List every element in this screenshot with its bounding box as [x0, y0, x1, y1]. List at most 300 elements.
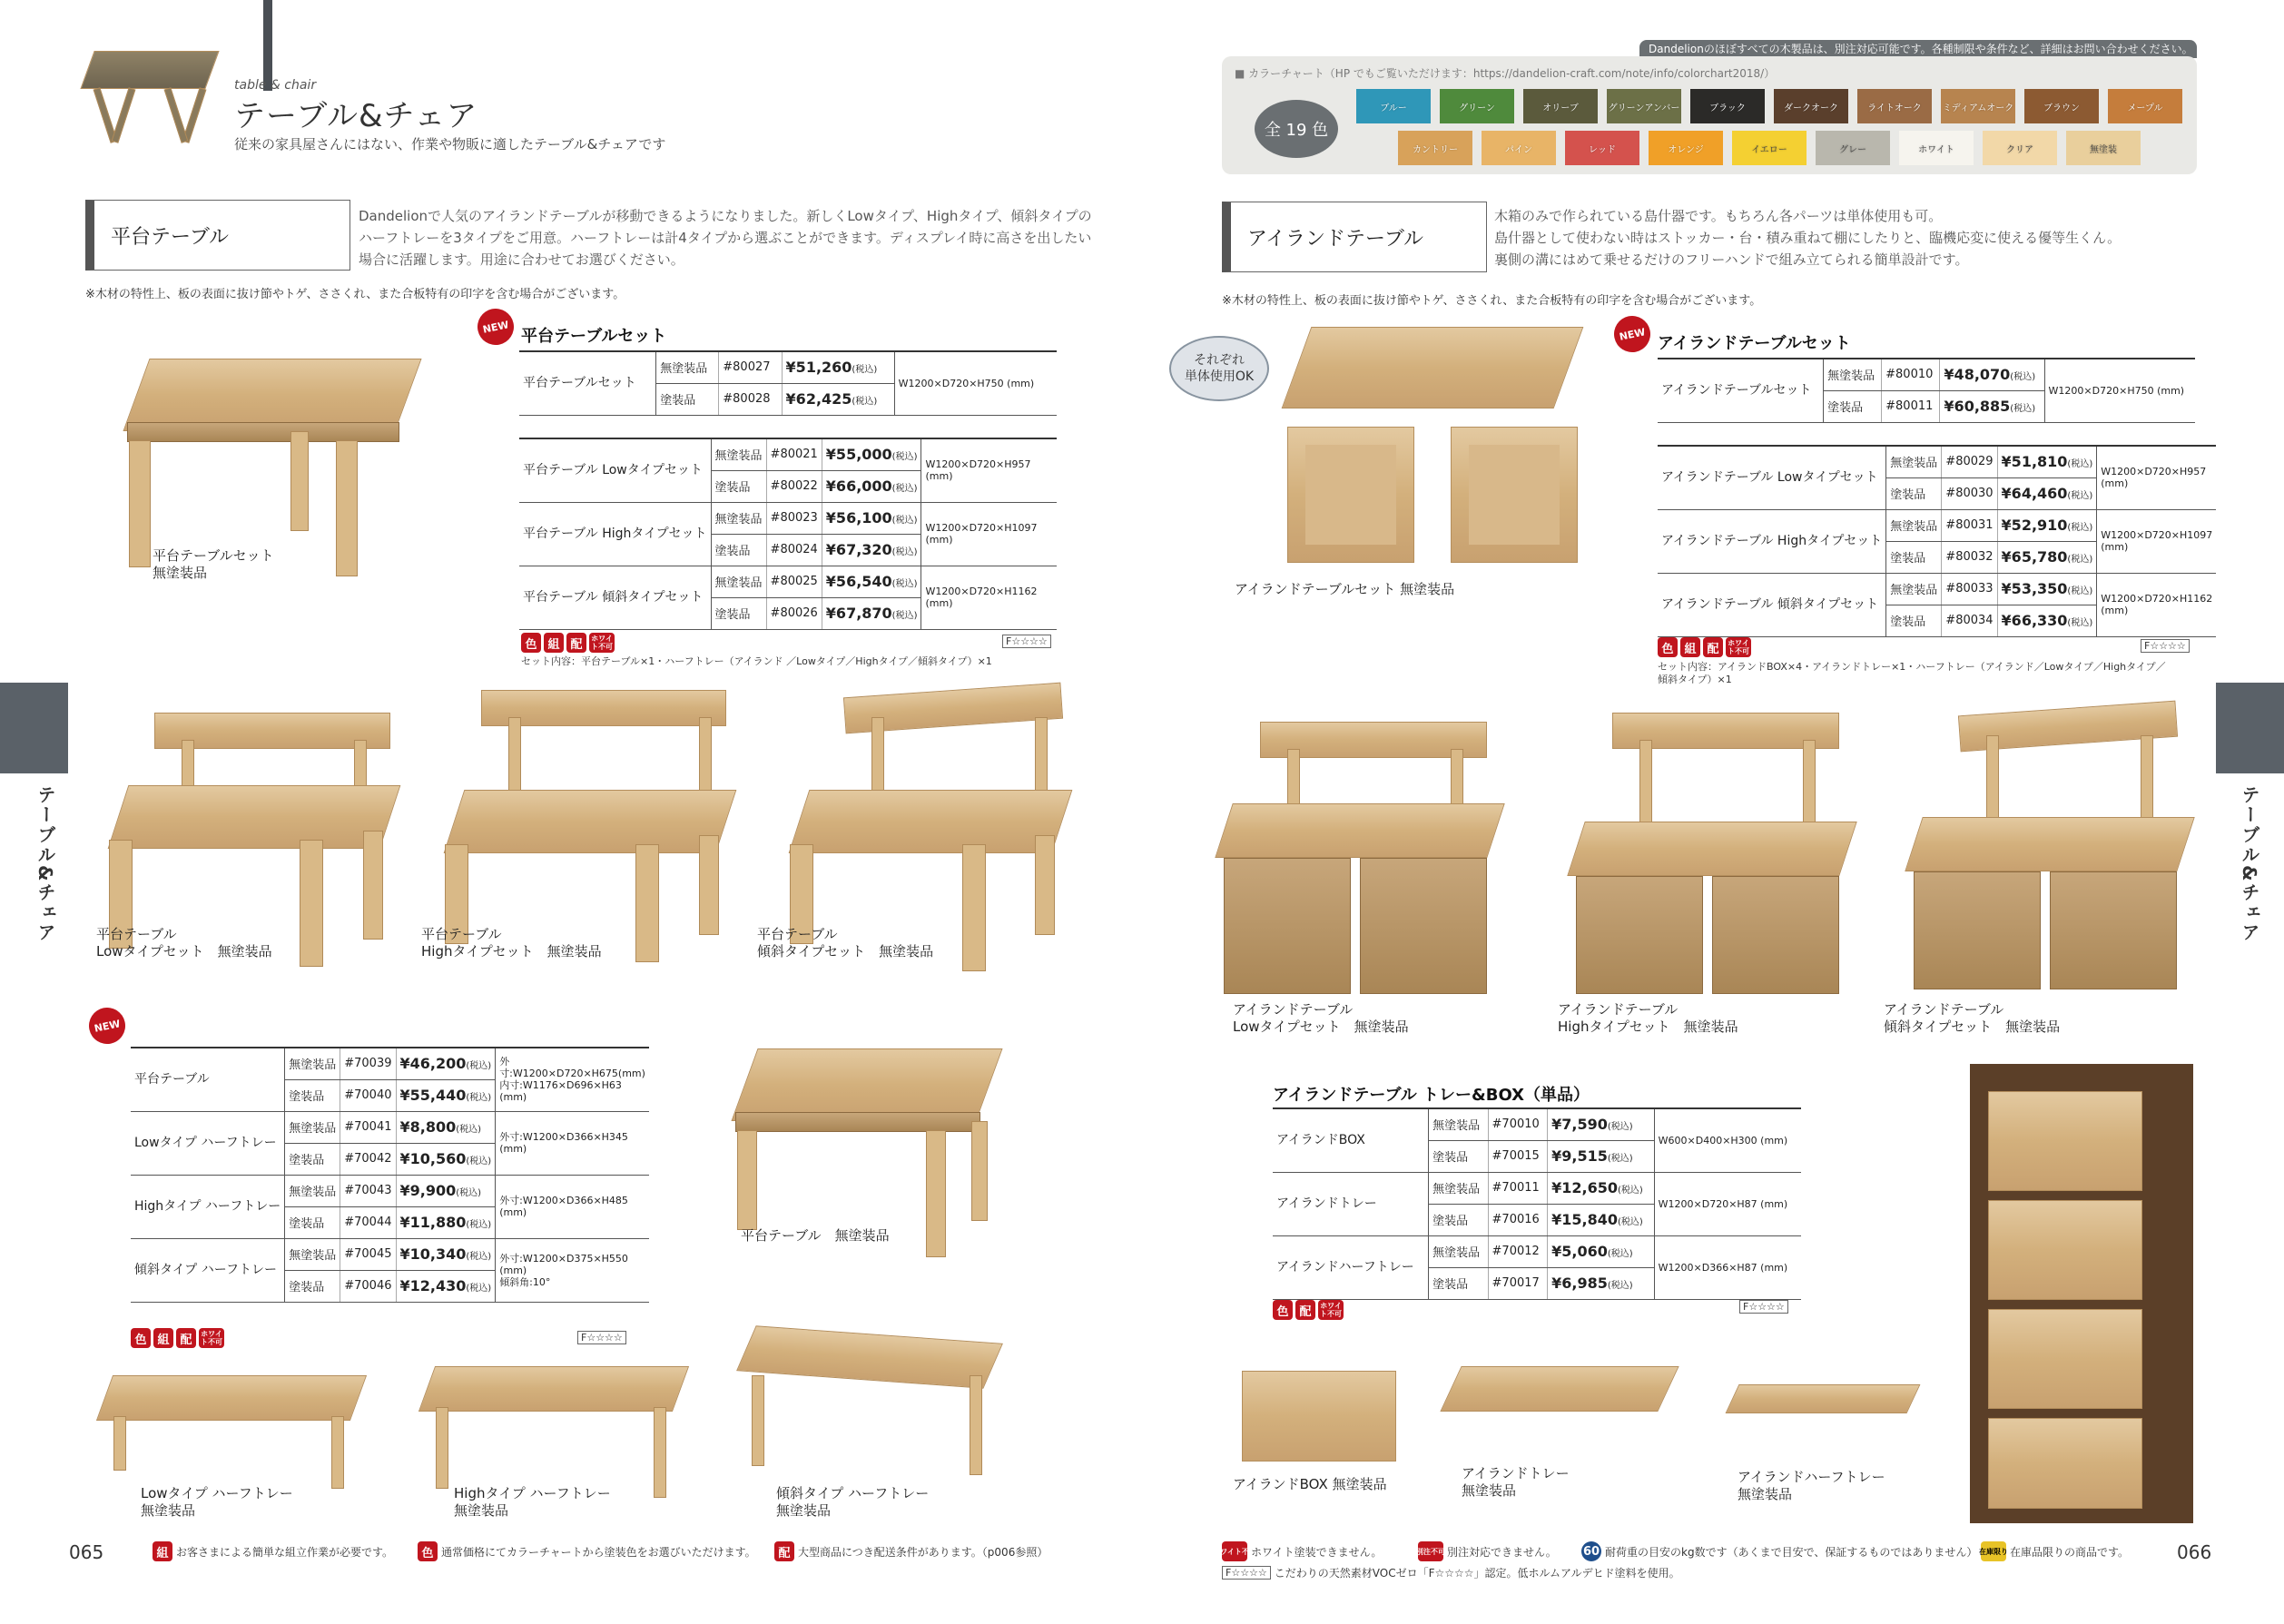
- product-price: ¥56,100: [825, 509, 892, 527]
- product-code: #70012: [1488, 1235, 1548, 1267]
- color-swatch: イエロー: [1732, 131, 1807, 165]
- caption-box: アイランドBOX 無塗装品: [1233, 1476, 1387, 1492]
- footnote-text: 別注対応できません。: [1447, 1545, 1557, 1559]
- wood-note: ※木材の特性上、板の表面に抜け節やトゲ、ささくれ、また合板特有の印字を含む場合がございます。: [85, 288, 625, 301]
- product-code: #70017: [1488, 1267, 1548, 1299]
- product-price-cell: [396, 1206, 496, 1238]
- page-number: 066: [2177, 1541, 2212, 1563]
- product-name: 平台テーブル Highタイプセット: [519, 502, 711, 566]
- product-code: #80011: [1882, 390, 1940, 422]
- tray-tilt-photo: [733, 1325, 1006, 1489]
- single-title: アイランドテーブル トレー&BOX（単品）: [1273, 1086, 1590, 1105]
- product-name: Highタイプ ハーフトレー: [131, 1175, 285, 1238]
- product-code: #80034: [1942, 605, 1997, 636]
- tax-label: (税込): [1618, 1186, 1643, 1196]
- product-type: 塗装品: [285, 1079, 340, 1111]
- product-size: W1200×D720×H1097 (mm): [921, 502, 1057, 566]
- tax-label: (税込): [466, 1061, 492, 1072]
- product-size: 外寸:W1200×D375×H550 (mm) 傾斜角:10°: [496, 1238, 649, 1302]
- tax-label: (税込): [852, 397, 878, 407]
- product-price: ¥6,985: [1551, 1275, 1608, 1292]
- tax-label: (税込): [2067, 459, 2093, 470]
- delivery-icon: 配: [566, 633, 586, 653]
- set-title: 平台テーブルセット: [521, 327, 667, 346]
- product-price-cell: [1548, 1235, 1655, 1267]
- color-chart-label: ■ カラーチャート（HP でもご覧いただけます：https://dandelion-craft.com/note/info/colorchart2018/）: [1235, 67, 1776, 80]
- product-price: ¥5,060: [1551, 1243, 1608, 1260]
- product-type: 塗装品: [285, 1206, 340, 1238]
- color-swatch: クリア: [1983, 131, 2057, 165]
- product-name: アイランドテーブルセット: [1658, 359, 1824, 422]
- island-high-photo: [1567, 713, 1866, 1012]
- product-type: 無塗装品: [285, 1175, 340, 1206]
- product-price-cell: [1548, 1108, 1655, 1140]
- hero-table-photo: [84, 44, 218, 153]
- product-code: #70010: [1488, 1108, 1548, 1140]
- product-type: 塗装品: [1429, 1204, 1488, 1235]
- section-title-text: アイランドテーブル: [1247, 227, 1424, 251]
- price-row: [519, 438, 1057, 470]
- footnote-color: [418, 1541, 756, 1561]
- product-size: W1200×D720×H1162 (mm): [2097, 573, 2217, 636]
- footnote-text: 耐荷重の目安のkg数です（あくまで目安で、保証するものではありません）: [1605, 1545, 1978, 1559]
- product-price-cell: [1548, 1204, 1655, 1235]
- product-size: W1200×D720×H750 (mm): [2044, 359, 2195, 422]
- product-type: 塗装品: [1886, 605, 1942, 636]
- caption-set: アイランドテーブルセット 無塗装品: [1235, 581, 1455, 597]
- caption-high: 平台テーブル Highタイプセット 無塗装品: [421, 926, 602, 960]
- caption-table: 平台テーブル 無塗装品: [741, 1227, 890, 1244]
- footnote-stock: [1981, 1541, 2129, 1561]
- color-swatch: オリーブ: [1523, 89, 1598, 123]
- product-code: #70042: [340, 1143, 396, 1175]
- price-row: [131, 1048, 649, 1079]
- product-name: アイランドテーブル Lowタイプセット: [1658, 446, 1886, 509]
- product-price-cell: [396, 1143, 496, 1175]
- price-row: [131, 1111, 649, 1143]
- half-tray-photo: [1714, 1366, 1932, 1439]
- tax-label: (税込): [2067, 618, 2093, 628]
- section-description: 木箱のみで作られている島什器です。もちろん各パーツは単体使用も可。 島什器として使わない時はストッカー・台・積み重ねて棚にしたりと、臨機応変に使える優等生くん。 裏側の溝にはめて乗せるだけのフリーハンドで組み立てられる簡単設計です。: [1494, 208, 2122, 268]
- fstar-badge-2: F☆☆☆☆: [577, 1331, 626, 1344]
- white-ng-icon: ホワイト不可: [1320, 1302, 1342, 1318]
- product-code: #80023: [766, 502, 822, 534]
- product-type: 無塗装品: [656, 351, 719, 383]
- product-code: #70045: [340, 1238, 396, 1270]
- product-price: ¥11,880: [399, 1214, 467, 1231]
- footnote-fstar: [1222, 1565, 1680, 1580]
- color-swatch: ダークオーク: [1774, 89, 1848, 123]
- color-icon: 色: [521, 633, 541, 653]
- delivery-icon: 配: [176, 1328, 196, 1348]
- product-type: 無塗装品: [1824, 359, 1882, 390]
- white-ng-icon: ホワイト不可: [591, 635, 613, 651]
- color-swatch: 無塗装: [2066, 131, 2141, 165]
- section-description: Dandelionで人気のアイランドテーブルが移動できるようになりました。新しくLowタイプ、Highタイプ、傾斜タイプのハーフトレーを3タイプをご用意。ハーフトレーは計4タイプから選ぶことができます。ディスプレイ時に高さを出したい場合に活躍します。用途に合わせてお選びください。: [359, 208, 1092, 268]
- color-swatch: ミディアムオーク: [1941, 89, 2015, 123]
- product-name: アイランドハーフトレー: [1273, 1235, 1429, 1299]
- product-type: 無塗装品: [711, 502, 766, 534]
- product-price-cell: [396, 1048, 496, 1079]
- tray-photo: [1432, 1348, 1687, 1439]
- product-code: #70015: [1488, 1140, 1548, 1172]
- product-type: 無塗装品: [1429, 1172, 1488, 1204]
- section-title: [1222, 202, 1487, 272]
- tax-label: (税込): [1607, 1122, 1633, 1133]
- product-price: ¥7,590: [1551, 1116, 1608, 1134]
- tax-label: (税込): [466, 1156, 492, 1166]
- tax-label: (税込): [2010, 372, 2036, 383]
- tax-label: (税込): [852, 365, 878, 376]
- product-size: W1200×D720×H1162 (mm): [921, 566, 1057, 629]
- side-tab: [0, 683, 68, 773]
- product-price: ¥15,840: [1551, 1211, 1619, 1228]
- set-photo: [1278, 327, 1587, 581]
- new-badge: NEW: [1610, 312, 1653, 355]
- tax-label: (税込): [1607, 1154, 1633, 1164]
- tax-label: (税込): [891, 484, 918, 494]
- product-size: 外寸:W1200×D366×H345 (mm): [496, 1111, 649, 1175]
- tax-label: (税込): [1607, 1281, 1633, 1291]
- single-price-table: [1273, 1107, 1801, 1300]
- product-price-cell: [1997, 477, 2097, 509]
- product-code: #70011: [1488, 1172, 1548, 1204]
- product-price: ¥66,000: [825, 477, 892, 495]
- fstar-badge-2: F☆☆☆☆: [1739, 1300, 1788, 1314]
- product-price: ¥66,330: [2001, 612, 2068, 629]
- custom-ng-icon: 別注不可: [1418, 1541, 1443, 1561]
- section-title: [85, 200, 350, 271]
- product-type: 塗装品: [711, 534, 766, 566]
- footnote-text: 在庫品限りの商品です。: [2010, 1545, 2130, 1559]
- product-type: 塗装品: [1886, 541, 1942, 573]
- product-name: Lowタイプ ハーフトレー: [131, 1111, 285, 1175]
- top-notice-text: Dandelionのほぼすべての木製品は、別注対応可能です。各種制限や条件など、詳細はお問い合わせください。: [1649, 43, 2193, 55]
- tax-label: (税込): [2067, 491, 2093, 501]
- tax-label: (税込): [891, 547, 918, 557]
- product-type: 塗装品: [711, 470, 766, 502]
- product-price-cell: [396, 1238, 496, 1270]
- product-price-cell: [782, 383, 894, 415]
- section-title-text: 平台テーブル: [111, 225, 230, 249]
- tax-label: (税込): [891, 516, 918, 526]
- footnote-text: ホワイト塗装できません。: [1251, 1545, 1383, 1559]
- page-number: 065: [69, 1541, 104, 1563]
- footnote-delivery: [774, 1541, 1048, 1561]
- product-price: ¥52,910: [2001, 517, 2068, 534]
- product-name: 平台テーブル Lowタイプセット: [519, 438, 711, 502]
- tax-label: (税込): [466, 1284, 492, 1294]
- price-row: [131, 1175, 649, 1206]
- assembly-icon: 組: [544, 633, 564, 653]
- product-type: 無塗装品: [285, 1238, 340, 1270]
- product-code: #80031: [1942, 509, 1997, 541]
- product-price: ¥8,800: [399, 1118, 457, 1136]
- product-price: ¥67,320: [825, 541, 892, 558]
- caption-tilt: アイランドテーブル 傾斜タイプセット 無塗装品: [1884, 1001, 2061, 1035]
- product-price-cell: [822, 470, 921, 502]
- product-code: #80021: [766, 438, 822, 470]
- footnote-text: こだわりの天然素材VOCゼロ「F☆☆☆☆」認定。低ホルムアルデヒド塗料を使用。: [1274, 1567, 1680, 1580]
- delivery-icon: 配: [1295, 1300, 1315, 1320]
- product-price: ¥55,440: [399, 1087, 467, 1104]
- product-type: 無塗装品: [1886, 573, 1942, 605]
- price-row: [519, 502, 1057, 534]
- caption-low: アイランドテーブル Lowタイプセット 無塗装品: [1233, 1001, 1409, 1035]
- product-price: ¥56,540: [825, 573, 892, 590]
- color-icon: 色: [418, 1541, 438, 1561]
- product-code: #80027: [719, 351, 782, 383]
- product-code: #80024: [766, 534, 822, 566]
- set-icons: [1658, 637, 1751, 657]
- product-type: 無塗装品: [1886, 509, 1942, 541]
- hero-description: 従来の家具屋さんにはない、作業や物販に適したテーブル&チェアです: [234, 136, 666, 153]
- island-low-photo: [1215, 713, 1514, 1012]
- price-row: [1658, 446, 2216, 477]
- color-icon: 色: [131, 1328, 151, 1348]
- product-type: 無塗装品: [1429, 1108, 1488, 1140]
- single-icons: [131, 1328, 224, 1348]
- color-swatch: ブラック: [1690, 89, 1765, 123]
- footnote-white: [1213, 1541, 1383, 1561]
- product-name: 平台テーブルセット: [519, 351, 656, 415]
- hero-subtitle: table & chair: [234, 78, 317, 93]
- price-row: [1658, 359, 2195, 390]
- product-price-cell: [782, 351, 894, 383]
- product-type: 塗装品: [1886, 477, 1942, 509]
- assembly-icon: 組: [153, 1328, 173, 1348]
- product-size: W600×D400×H300 (mm): [1654, 1108, 1801, 1172]
- tax-label: (税込): [2010, 404, 2036, 414]
- product-code: #70044: [340, 1206, 396, 1238]
- product-name: アイランドBOX: [1273, 1108, 1429, 1172]
- product-price: ¥12,650: [1551, 1179, 1619, 1196]
- product-type: 塗装品: [1824, 390, 1882, 422]
- product-code: #80025: [766, 566, 822, 597]
- price-row: [519, 351, 1057, 383]
- product-price: ¥62,425: [785, 390, 852, 408]
- color-swatch: パイン: [1482, 131, 1556, 165]
- product-size: 外寸:W1200×D720×H675(mm) 内寸:W1176×D696×H63 (mm): [496, 1048, 649, 1111]
- color-swatch: メープル: [2108, 89, 2182, 123]
- price-row: [1658, 573, 2216, 605]
- product-code: #70039: [340, 1048, 396, 1079]
- product-code: #80028: [719, 383, 782, 415]
- delivery-icon: 配: [1703, 637, 1723, 657]
- product-price-cell: [822, 438, 921, 470]
- product-type: 塗装品: [285, 1270, 340, 1302]
- color-swatch: レッド: [1565, 131, 1639, 165]
- product-name: アイランドトレー: [1273, 1172, 1429, 1235]
- color-swatch: グリーン: [1440, 89, 1514, 123]
- tray-low-photo: [95, 1366, 368, 1502]
- caption-tray-tilt: 傾斜タイプ ハーフトレー 無塗装品: [776, 1485, 930, 1519]
- product-price-cell: [822, 597, 921, 629]
- product-price-cell: [1940, 390, 2044, 422]
- set-price-table-2: [1658, 445, 2216, 637]
- product-price-cell: [396, 1079, 496, 1111]
- single-price-table: [131, 1047, 649, 1303]
- product-code: #80032: [1942, 541, 1997, 573]
- footnote-custom: [1418, 1541, 1557, 1561]
- product-price: ¥10,560: [399, 1150, 467, 1167]
- color-count-badge: [1255, 100, 1338, 158]
- product-price-cell: [396, 1111, 496, 1143]
- product-price-cell: [1997, 541, 2097, 573]
- tax-label: (税込): [456, 1125, 482, 1135]
- white-ng-icon: ホワイト不可: [1728, 639, 1749, 655]
- product-price: ¥51,260: [785, 359, 852, 377]
- single-icons: [1273, 1300, 1344, 1320]
- product-price-cell: [1548, 1172, 1655, 1204]
- hero-title: テーブル&チェア: [234, 98, 478, 134]
- tax-label: (税込): [2067, 523, 2093, 533]
- product-code: #70043: [340, 1175, 396, 1206]
- product-price-cell: [822, 502, 921, 534]
- product-price: ¥10,340: [399, 1245, 467, 1263]
- product-price: ¥60,885: [1944, 398, 2011, 415]
- product-size: W1200×D720×H1097 (mm): [2097, 509, 2217, 573]
- product-code: #70046: [340, 1270, 396, 1302]
- product-type: 塗装品: [285, 1143, 340, 1175]
- tax-label: (税込): [466, 1220, 492, 1230]
- tax-label: (税込): [456, 1188, 482, 1198]
- tax-label: (税込): [466, 1093, 492, 1103]
- set-price-table: [519, 350, 1057, 416]
- top-accent-bar: [263, 0, 272, 91]
- fstar-badge: F☆☆☆☆: [2141, 639, 2190, 653]
- white-ng-icon: ホワイト不可: [1222, 1541, 1247, 1561]
- wood-note: ※木材の特性上、板の表面に抜け節やトゲ、ささくれ、また合板特有の印字を含む場合がございます。: [1222, 294, 1762, 308]
- tax-label: (税込): [2067, 555, 2093, 565]
- product-code: #80026: [766, 597, 822, 629]
- color-count-text: 全 19 色: [1264, 121, 1329, 140]
- footnote-text: お客さまによる簡単な組立作業が必要です。: [176, 1545, 394, 1559]
- tax-label: (税込): [891, 452, 918, 463]
- price-row: [1658, 509, 2216, 541]
- product-type: 無塗装品: [285, 1048, 340, 1079]
- product-size: W1200×D720×H87 (mm): [1654, 1172, 1801, 1235]
- caption-half: アイランドハーフトレー 無塗装品: [1738, 1469, 1885, 1502]
- product-price-cell: [1997, 573, 2097, 605]
- product-code: #80022: [766, 470, 822, 502]
- tax-label: (税込): [466, 1252, 492, 1262]
- product-name: 傾斜タイプ ハーフトレー: [131, 1238, 285, 1302]
- color-swatch: グレー: [1816, 131, 1890, 165]
- product-price: ¥67,870: [825, 605, 892, 622]
- tax-label: (税込): [1607, 1249, 1633, 1259]
- product-price: ¥12,430: [399, 1277, 467, 1294]
- product-code: #70041: [340, 1111, 396, 1143]
- product-price-cell: [822, 534, 921, 566]
- caption-tray: アイランドトレー 無塗装品: [1462, 1465, 1570, 1499]
- box-photo: [1233, 1353, 1405, 1471]
- price-row: [519, 566, 1057, 597]
- product-size: W1200×D720×H750 (mm): [894, 351, 1057, 415]
- product-name: アイランドテーブル Highタイプセット: [1658, 509, 1886, 573]
- footnote-text: 大型商品につき配送条件があります。（p006参照）: [798, 1545, 1048, 1559]
- product-type: 塗装品: [1429, 1140, 1488, 1172]
- color-swatch: カントリー: [1398, 131, 1472, 165]
- caption-set: 平台テーブルセット 無塗装品: [153, 547, 274, 581]
- product-size: W1200×D720×H957 (mm): [921, 438, 1057, 502]
- stock-icon: 在庫限り: [1981, 1541, 2006, 1561]
- color-swatch: グリーンアンバー: [1607, 89, 1681, 123]
- product-price-cell: [396, 1270, 496, 1302]
- product-type: 無塗装品: [285, 1111, 340, 1143]
- product-type: 無塗装品: [1886, 446, 1942, 477]
- product-price: ¥46,200: [399, 1055, 467, 1073]
- product-code: #80010: [1882, 359, 1940, 390]
- top-notice: [1639, 40, 2197, 58]
- right-page: [1142, 0, 2284, 1624]
- product-price-cell: [396, 1175, 496, 1206]
- fstar-icon: F☆☆☆☆: [1222, 1566, 1271, 1580]
- product-type: 無塗装品: [711, 438, 766, 470]
- footnote-load: [1581, 1541, 1977, 1561]
- assembly-icon: 組: [153, 1541, 172, 1561]
- delivery-icon: 配: [774, 1541, 794, 1561]
- tax-label: (税込): [2067, 586, 2093, 596]
- product-type: 塗装品: [656, 383, 719, 415]
- shelf-photo: [1970, 1064, 2193, 1523]
- color-swatch: ライトオーク: [1857, 89, 1932, 123]
- set-icons: [521, 633, 615, 653]
- caption-low: 平台テーブル Lowタイプセット 無塗装品: [96, 926, 272, 960]
- side-label: テーブル&チェア: [34, 785, 56, 943]
- product-price: ¥51,810: [2001, 453, 2068, 471]
- price-row: [1273, 1172, 1801, 1204]
- price-row: [1273, 1108, 1801, 1140]
- product-size: W1200×D720×H957 (mm): [2097, 446, 2217, 509]
- product-code: #80029: [1942, 446, 1997, 477]
- color-swatch: ブルー: [1356, 89, 1431, 123]
- side-tab: [2216, 683, 2284, 773]
- product-price-cell: [1940, 359, 2044, 390]
- product-price-cell: [1548, 1140, 1655, 1172]
- product-code: #70040: [340, 1079, 396, 1111]
- product-price-cell: [1997, 446, 2097, 477]
- set-price-table: [1658, 358, 2195, 423]
- island-tilt-photo: [1905, 708, 2195, 1008]
- set-contents-note: セット内容：平台テーブル×1・ハーフトレー（アイランド ／Lowタイプ／Highタイプ／傾斜タイプ）×1: [521, 655, 992, 667]
- set-price-table-2: [519, 438, 1057, 630]
- product-size: W1200×D366×H87 (mm): [1654, 1235, 1801, 1299]
- tax-label: (税込): [891, 579, 918, 589]
- footnote-text: 通常価格にてカラーチャートから塗装色をお選びいただけます。: [441, 1545, 756, 1559]
- product-type: 無塗装品: [711, 566, 766, 597]
- product-code: #80033: [1942, 573, 1997, 605]
- product-price: ¥9,515: [1551, 1147, 1608, 1165]
- product-name: アイランドテーブル 傾斜タイプセット: [1658, 573, 1886, 636]
- price-row: [131, 1238, 649, 1270]
- new-badge: NEW: [474, 305, 517, 348]
- color-swatch: オレンジ: [1649, 131, 1723, 165]
- caption-tray-high: Highタイプ ハーフトレー 無塗装品: [454, 1485, 611, 1519]
- white-ng-icon: ホワイト不可: [201, 1330, 222, 1346]
- color-icon: 色: [1658, 637, 1678, 657]
- new-badge-2: NEW: [85, 1004, 128, 1047]
- caption-tilt: 平台テーブル 傾斜タイプセット 無塗装品: [757, 926, 934, 960]
- tax-label: (税込): [891, 611, 918, 621]
- product-price: ¥48,070: [1944, 366, 2011, 384]
- product-price-cell: [1548, 1267, 1655, 1299]
- color-swatch: ホワイト: [1899, 131, 1974, 165]
- product-price: ¥64,460: [2001, 485, 2068, 502]
- product-price: ¥53,350: [2001, 580, 2068, 597]
- caption-high: アイランドテーブル Highタイプセット 無塗装品: [1558, 1001, 1738, 1035]
- color-swatch: ブラウン: [2024, 89, 2099, 123]
